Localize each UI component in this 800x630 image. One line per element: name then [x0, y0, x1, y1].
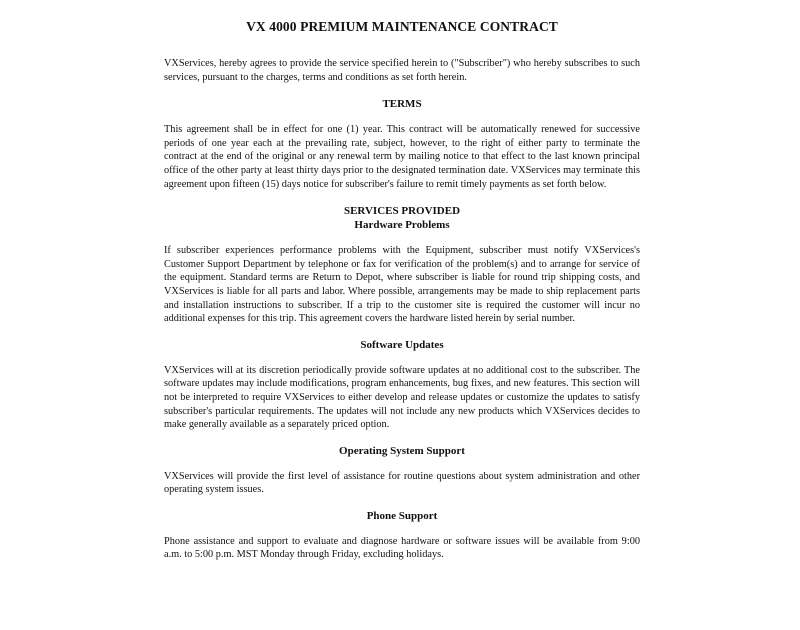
hardware-heading: Hardware Problems [354, 219, 450, 232]
phone-support-heading: Phone Support [366, 509, 438, 522]
contract-page [164, 18, 640, 562]
software-paragraph: VXServices will at its discretion periodically provide software updates at no additional cost to the subscriber. The software updates may include modifications, program enhancements, bug fixes, and new features. This section will not be interpreted to require VXServices to either develop and release updates or customize the updates to satisfy subscriber's particular requirements. The updates will not include any new products which VXServices decides to make generally available as a separately priced option. [164, 364, 640, 431]
software-heading: Software Updates [360, 338, 444, 351]
document-title: VX 4000 PREMIUM MAINTENANCE CONTRACT [246, 19, 558, 34]
hardware-paragraph: If subscriber experiences performance problems with the Equipment, subscriber must notify VXServices's Customer Support Department by telephone or fax for verification of the problem(s) and to arrange for service of the equipment. Standard terms are Return to Depot, where subscriber is liable for round trip shipping costs, and VXServices is liable for all parts and labor. Where possible, arrangements may be made to ship replacement parts and installation instructions to subscriber. If a trip to the customer site is required the customer will incur no additional expenses for this trip. This agreement covers the hardware listed herein by serial number. [164, 245, 640, 325]
phone-support-paragraph: Phone assistance and support to evaluate and diagnose hardware or software issues will be available from 9:00 a.m. to 5:00 p.m. MST Monday through Friday, excluding holidays. [164, 535, 640, 561]
os-support-heading: Operating System Support [339, 444, 465, 457]
intro-paragraph: VXServices, hereby agrees to provide the service specified herein to ("Subscriber") who hereby subscribes to such services, pursuant to the charges, terms and conditions as set forth herein. [164, 58, 640, 83]
terms-heading: TERMS [382, 98, 422, 111]
terms-paragraph: This agreement shall be in effect for one (1) year. This contract will be automatically renewed for successive periods of one year each at the prevailing rate, subject, however, to the right of either party to terminate the contract at the end of the original or any renewal term by mailing notice to that effect to the last known principal office of the other party at least thirty days prior to the designated termination date. VXServices may terminate this agreement upon fifteen (15) days notice for subscriber's failure to remit timely payments as set forth below. [164, 124, 640, 190]
services-heading: SERVICES PROVIDED [343, 205, 461, 218]
os-support-paragraph: VXServices will provide the first level of assistance for routine questions about system administration and other operating system issues. [164, 470, 640, 496]
